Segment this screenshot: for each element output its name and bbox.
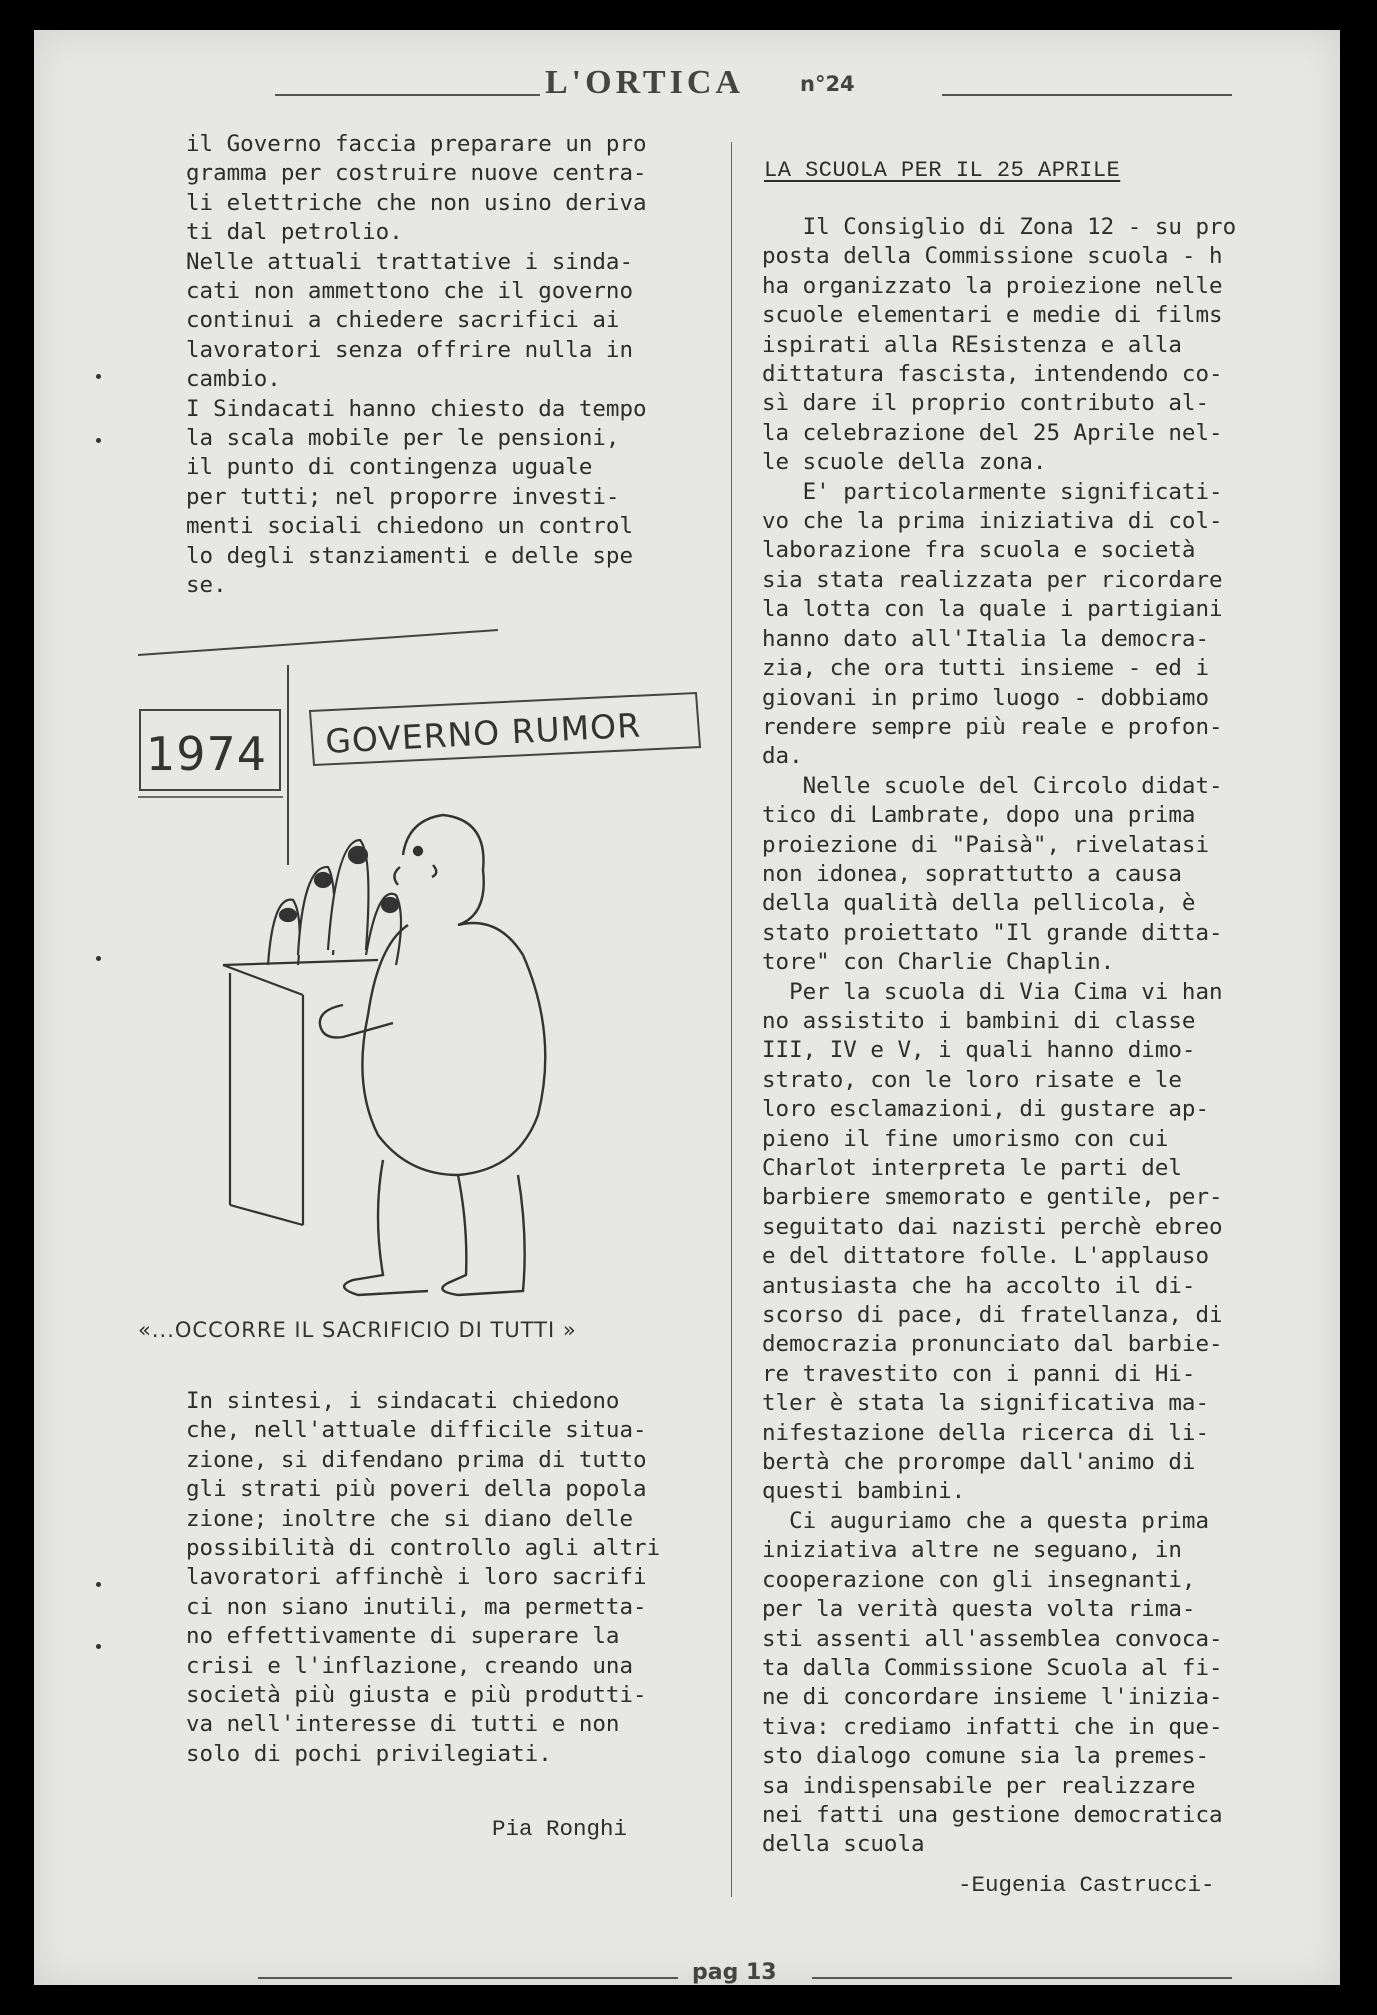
cartoon-illustration <box>128 615 728 1360</box>
left-column-top-text: il Governo faccia preparare un pro gramma per costruire nuove centra- li elettriche che non usino deriva ti dal petrolio. Nelle attuali trattative i sinda- cati non ammettono che il governo continui a chiedere sacrifici ai lavoratori senza offrire nulla in cambio. I Sindacati hanno chiesto da tempo la scala mobile per le pensioni, il punto di contingenza uguale per tutti; nel proporre investi- menti sociali chiedono un control lo degli stanziamenti e delle spe se. <box>186 131 647 599</box>
government-sign-text: GOVERNO RUMOR <box>324 705 642 761</box>
footer-rule-left <box>258 1977 678 1979</box>
masthead <box>0 64 1377 114</box>
masthead-rule-right <box>942 94 1232 96</box>
author-signature-right: -Eugenia Castrucci- <box>958 1872 1215 1898</box>
masthead-rule-left <box>275 94 540 96</box>
left-column-bottom-text: In sintesi, i sindacati chiedono che, nell'attuale difficile situa- zione, si difendano prima di tutto gli strati più poveri della popola zione; inoltre che si diano delle possibilità di controllo agli altri lavoratori affinchè i loro sacrifi ci non siano inutili, ma permetta- no effettivamente di superare la crisi e l'inflazione, creando una società più giusta e più produtti- va nell'interesse di tutti e non solo di pochi privilegiati. <box>186 1388 661 1767</box>
footer-rule-right <box>812 1977 1232 1979</box>
year-sign-text: 1974 <box>146 727 268 781</box>
column-divider <box>731 142 732 1897</box>
issue-number: n°24 <box>800 72 855 96</box>
lectern <box>223 960 378 1225</box>
margin-mark <box>96 956 101 961</box>
margin-mark <box>96 1644 101 1649</box>
masthead-title: L'ORTICA <box>545 64 744 101</box>
margin-mark <box>96 438 101 443</box>
author-signature-left: Pia Ronghi <box>492 1816 628 1842</box>
margin-mark <box>96 1582 101 1587</box>
article-body: Il Consiglio di Zona 12 - su pro posta della Commissione scuola - h ha organizzato la proiezione nelle scuole elementari e medie di films ispirati alla REsistenza e alla dittatura fascista, intendendo co- sì dare il proprio contributo al- la celebrazione del 25 Aprile nel- le scuole della zona. E' particolarmente significati- vo che la prima iniziativa di col- laborazione fra scuola e società sia stata realizzata per ricordare la lotta con la quale i partigiani hanno dato all'Italia la democra- zia, che ora tutti insieme - ed i giovani in primo luogo - dobbiamo rendere sempre più reale e profon- da. Nelle scuole del Circolo didat- tico di Lambrate, dopo una prima proiezione di "Paisà", rivelatasi non idonea, soprattutto a causa della qualità della pellicola, è stato proiettato "Il grande ditta- tore" con Charlie Chaplin. Per la scuola di Via Cima vi han no assistito i bambini di classe III, IV e V, i quali hanno dimo- strato, con le loro risate e le loro esclamazioni, di gustare ap- pieno il fine umorismo con cui Charlot interpreta le parti del barbiere smemorato e gentile, per- seguitato dai nazisti perchè ebreo e del dittatore folle. L'applauso antusiasta che ha accolto il di- scorso di pace, di fratellanza, di democrazia pronunciato dal barbie- re travestito con i panni di Hi- tler è stata la significativa ma- nifestazione della ricerca di li- bertà che prorompe dall'animo di questi bambini. Ci auguriamo che a questa prima iniziativa altre ne seguano, in cooperazione con gli insegnanti, per la verità questa volta rima- sti assenti all'assemblea convoca- ta dalla Commissione Scuola al fi- ne di concordare insieme l'inizia- tiva: crediamo infatti che in que- sto dialogo comune sia la premes- sa indispensabile per realizzare nei fatti una gestione democratica della scuola <box>762 214 1237 1858</box>
cartoon-caption: «...OCCORRE IL SACRIFICIO DI TUTTI » <box>138 1318 577 1342</box>
article-title: LA SCUOLA PER IL 25 APRILE <box>764 158 1121 183</box>
margin-mark <box>96 374 101 379</box>
page-number: pag 13 <box>692 1960 777 1985</box>
